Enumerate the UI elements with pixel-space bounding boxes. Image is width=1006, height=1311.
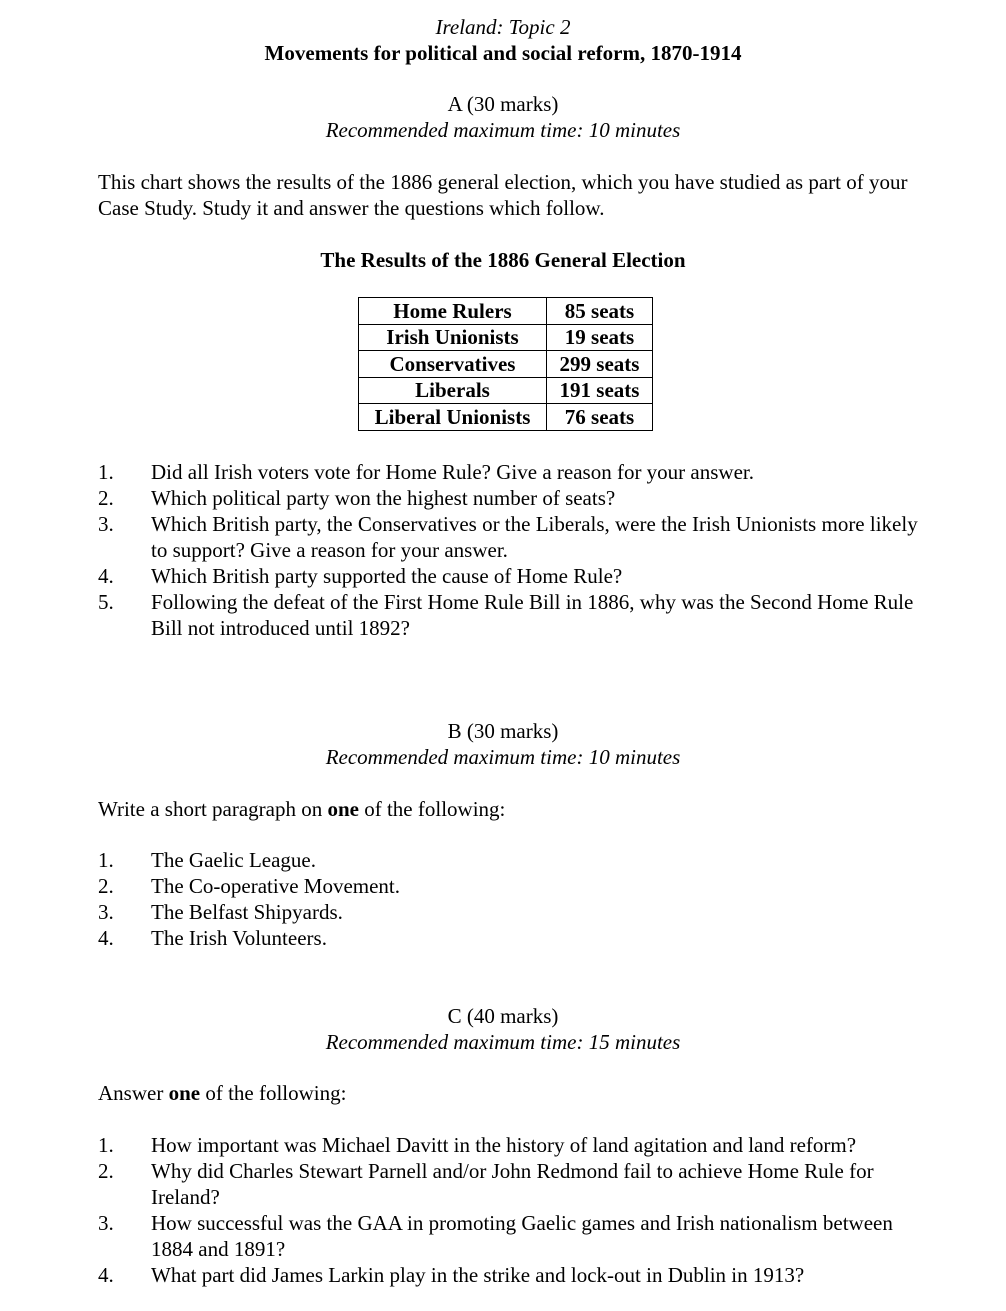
page-title: Movements for political and social reform, 1870-1914	[264, 41, 742, 65]
seats-cell: 19 seats	[547, 324, 653, 351]
section-b-heading: B (30 marks)	[447, 719, 559, 743]
instruction-emphasis: one	[168, 1081, 201, 1105]
item-number: 3.	[98, 900, 114, 924]
item-number: 1.	[98, 848, 114, 872]
section-a-time: Recommended maximum time: 10 minutes	[325, 118, 681, 142]
table-row	[359, 404, 653, 431]
table-title: The Results of the 1886 General Election	[320, 248, 686, 272]
list-item	[98, 925, 928, 951]
section-a-intro: This chart shows the results of the 1886 general election, which you have studied as part of your Case Study. Study it and answer the questions which follow.	[98, 170, 908, 220]
instruction-text: Write a short paragraph on	[98, 797, 328, 821]
list-item	[98, 485, 928, 511]
seats-cell: 191 seats	[547, 377, 653, 404]
question-text: Which British party supported the cause of Home Rule?	[151, 564, 623, 588]
section-c-heading: C (40 marks)	[447, 1004, 559, 1028]
item-number: 4.	[98, 926, 114, 950]
section-b-items	[98, 847, 928, 951]
item-number: 4.	[98, 1263, 114, 1287]
item-number: 3.	[98, 1211, 114, 1235]
item-number: 1.	[98, 1133, 114, 1157]
seats-cell: 76 seats	[547, 404, 653, 431]
question-number: 1.	[98, 460, 114, 484]
question-number: 3.	[98, 512, 114, 536]
question-number: 4.	[98, 564, 114, 588]
list-item	[98, 1132, 928, 1158]
section-b-instruction	[98, 796, 918, 822]
list-item	[98, 847, 928, 873]
item-text: The Gaelic League.	[151, 848, 316, 872]
table-row	[359, 351, 653, 378]
seats-cell: 299 seats	[547, 351, 653, 378]
item-text: How important was Michael Davitt in the history of land agitation and land reform?	[151, 1133, 857, 1157]
section-c-time: Recommended maximum time: 15 minutes	[325, 1030, 681, 1054]
item-text: What part did James Larkin play in the strike and lock-out in Dublin in 1913?	[151, 1263, 805, 1287]
question-text: Did all Irish voters vote for Home Rule? Give a reason for your answer.	[151, 460, 754, 484]
instruction-emphasis: one	[327, 797, 359, 821]
item-text: The Irish Volunteers.	[151, 926, 327, 950]
list-item	[98, 899, 928, 925]
list-item	[98, 1158, 928, 1210]
election-results-table	[358, 297, 653, 431]
list-item	[98, 563, 928, 589]
section-c-instruction	[98, 1080, 918, 1106]
instruction-text: Answer	[98, 1081, 169, 1105]
question-number: 5.	[98, 590, 114, 614]
party-cell: Conservatives	[359, 351, 547, 378]
question-number: 2.	[98, 486, 114, 510]
list-item	[98, 589, 928, 641]
party-cell: Liberal Unionists	[359, 404, 547, 431]
item-text: The Belfast Shipyards.	[151, 900, 343, 924]
list-item	[98, 873, 928, 899]
table-row	[359, 377, 653, 404]
list-item	[98, 1210, 928, 1262]
instruction-text: of the following:	[200, 1081, 347, 1105]
list-item	[98, 459, 928, 485]
list-item	[98, 511, 928, 563]
item-number: 2.	[98, 874, 114, 898]
section-a-heading: A (30 marks)	[447, 92, 559, 116]
question-text: Which British party, the Conservatives or the Liberals, were the Irish Unionists more likely to support? Give a reason for your answer.	[151, 512, 918, 562]
item-text: Why did Charles Stewart Parnell and/or John Redmond fail to achieve Home Rule for Ireland?	[151, 1159, 874, 1209]
section-a-questions	[98, 459, 928, 641]
section-c-items	[98, 1132, 928, 1288]
party-cell: Irish Unionists	[359, 324, 547, 351]
question-text: Which political party won the highest number of seats?	[151, 486, 616, 510]
list-item	[98, 1262, 928, 1288]
item-text: The Co-operative Movement.	[151, 874, 401, 898]
table-row	[359, 298, 653, 325]
table-row	[359, 324, 653, 351]
item-number: 2.	[98, 1159, 114, 1183]
topic-label: Ireland: Topic 2	[435, 15, 571, 39]
item-text: How successful was the GAA in promoting Gaelic games and Irish nationalism between 1884 and 1891?	[151, 1211, 893, 1261]
section-b-time: Recommended maximum time: 10 minutes	[325, 745, 681, 769]
instruction-text: of the following:	[358, 797, 506, 821]
question-text: Following the defeat of the First Home Rule Bill in 1886, why was the Second Home Rule Bill not introduced until 1892?	[151, 590, 914, 640]
seats-cell: 85 seats	[547, 298, 653, 325]
party-cell: Home Rulers	[359, 298, 547, 325]
party-cell: Liberals	[359, 377, 547, 404]
